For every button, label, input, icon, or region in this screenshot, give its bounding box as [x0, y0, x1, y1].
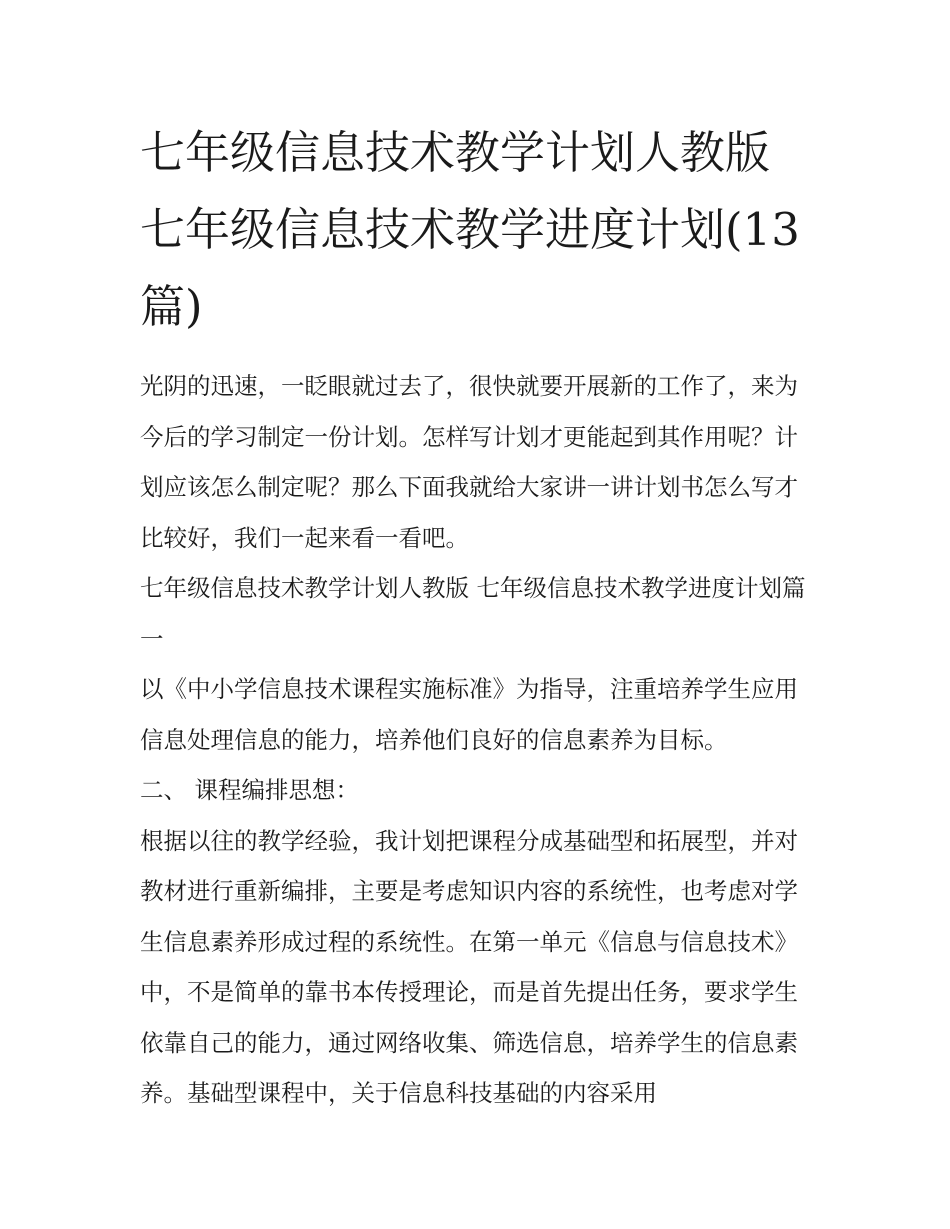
paragraph-section-heading: 七年级信息技术教学计划人教版 七年级信息技术教学进度计划篇一: [140, 574, 806, 653]
document-body: [140, 114, 812, 1119]
paragraph-course-body: 根据以往的教学经验，我计划把课程分成基础型和拓展型，并对教材进行重新编排，主要是考虑知识内容的系统性，也考虑对学生信息素养形成过程的系统性。在第一单元《信息与信息技术》中，不是简单的靠书本传授理论，而是首先提出任务，要求学生依靠自己的能力，通过网络收集、筛选信息，培养学生的信息素养。基础型课程中，关于信息科技基础的内容采用: [140, 826, 798, 1107]
document-title: 七年级信息技术教学计划人教版 七年级信息技术教学进度计划(13 篇): [140, 126, 800, 333]
paragraph-guideline: 以《中小学信息技术课程实施标准》为指导，注重培养学生应用信息处理信息的能力，培养他们良好的信息素养为目标。: [140, 675, 798, 754]
paragraph-intro: 光阴的迅速，一眨眼就过去了，很快就要开展新的工作了，来为今后的学习制定一份计划。怎样写计划才更能起到其作用呢？计划应该怎么制定呢？那么下面我就给大家讲一讲计划书怎么写才比较好，我们一起来看一看吧。: [140, 372, 798, 552]
title-spacer: [140, 345, 812, 361]
paragraph-course-heading: 二、 课程编排思想：: [140, 776, 359, 804]
